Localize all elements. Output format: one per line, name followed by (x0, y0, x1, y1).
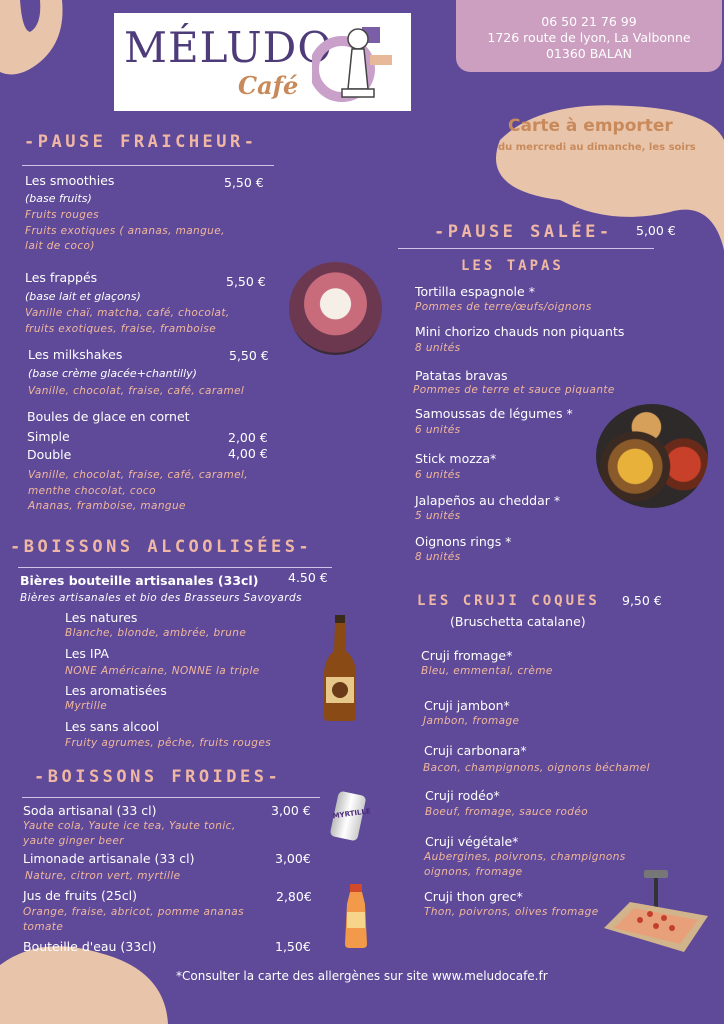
tapas-tortilla-desc: Pommes de terre/œufs/oignons (415, 301, 592, 313)
bottom-left-blob (0, 945, 170, 1024)
cruji-vegetale-desc-1: Aubergines, poivrons, champignons (424, 851, 626, 863)
cruji-carbonara-desc: Bacon, champignons, oignons béchamel (423, 762, 650, 774)
drink-soda-price: 3,00 € (271, 803, 311, 818)
tapas-samoussas-desc: 6 unités (415, 424, 461, 436)
cruji-rodeo-desc: Boeuf, fromage, sauce rodéo (425, 806, 589, 818)
contact-box (456, 0, 722, 72)
item-smoothies-desc-1: Fruits rouges (25, 209, 100, 221)
cruji-sub: (Bruschetta catalane) (450, 614, 586, 629)
drink-jus-name: Jus de fruits (25cl) (23, 888, 138, 903)
drink-limonade-name: Limonade artisanale (33 cl) (23, 851, 195, 866)
tapas-bravas-name: Patatas bravas (415, 368, 508, 383)
item-smoothies-sub: (base fruits) (25, 192, 92, 205)
drink-limonade-desc-1: Nature, citron vert, myrtille (25, 870, 181, 882)
section-title-pause-salee: -PAUSE SALÉE- (434, 222, 613, 242)
beer-natures-desc: Blanche, blonde, ambrée, brune (65, 627, 247, 639)
tapas-tortilla-name: Tortilla espagnole * (415, 284, 535, 299)
cruji-board-icon (600, 868, 712, 958)
item-glace-name: Boules de glace en cornet (27, 409, 190, 424)
divider (18, 567, 332, 568)
beer-aromatisees-desc: Myrtille (65, 700, 108, 712)
item-smoothies-desc-2: Fruits exotiques ( ananas, mangue, (25, 225, 225, 237)
tapas-bravas-desc: Pommes de terre et sauce piquante (413, 384, 615, 396)
footer-allergen-note: *Consulter la carte des allergènes sur site www.meludocafe.fr (176, 969, 548, 983)
item-milkshakes-price: 5,50 € (229, 348, 269, 363)
cruji-fromage-name: Cruji fromage* (421, 648, 513, 663)
tapas-title: LES TAPAS (461, 258, 564, 274)
beer-ipa-name: Les IPA (65, 646, 109, 661)
cruji-rodeo-name: Cruji rodéo* (425, 788, 500, 803)
beer-aromatisees-name: Les aromatisées (65, 683, 167, 698)
drink-limonade-price: 3,00€ (275, 851, 311, 866)
beer-desc: Bières artisanales et bio des Brasseurs Savoyards (20, 592, 302, 604)
tapas-samoussas-name: Samoussas de légumes * (415, 406, 573, 421)
item-frappes-desc-2: fruits exotiques, fraise, framboise (25, 323, 217, 335)
address-line-1: 1726 route de lyon, La Valbonne (487, 30, 691, 45)
beer-title: Bières bouteille artisanales (33cl) (20, 573, 259, 588)
beer-ipa-desc: NONE Américaine, NONNE la triple (65, 665, 260, 677)
drink-eau-price: 1,50€ (275, 939, 311, 954)
can-label: MYRTILLE (332, 807, 372, 821)
item-glace-desc-3: Ananas, framboise, mangue (28, 500, 186, 512)
divider (398, 248, 654, 249)
tapas-oignons-desc: 8 unités (415, 551, 461, 563)
logo-cafe: Café (238, 71, 299, 100)
drink-soda-name: Soda artisanal (33 cl) (23, 803, 157, 818)
section-title-boissons-alcoolisees: -BOISSONS ALCOOLISÉES- (10, 537, 313, 557)
item-glace-simple: Simple (27, 429, 70, 444)
item-milkshakes-desc-1: Vanille, chocolat, fraise, café, caramel (28, 385, 245, 397)
cruji-title: LES CRUJI COQUES (417, 593, 600, 609)
item-glace-simple-price: 2,00 € (228, 430, 268, 445)
tapas-chorizo-desc: 8 unités (415, 342, 461, 354)
drink-jus-desc-1: Orange, fraise, abricot, pomme ananas (23, 906, 244, 918)
soda-can-icon (330, 791, 372, 842)
item-milkshakes-name: Les milkshakes (28, 347, 123, 362)
cruji-vegetale-name: Cruji végétale* (425, 834, 519, 849)
tapas-mozza-name: Stick mozza* (415, 451, 497, 466)
beer-natures-name: Les natures (65, 610, 138, 625)
cruji-thon-desc: Thon, poivrons, olives fromage (424, 906, 599, 918)
logo-box (114, 13, 411, 111)
item-smoothies-desc-3: lait de coco) (25, 240, 95, 252)
drink-jus-price: 2,80€ (276, 889, 312, 904)
item-glace-desc-1: Vanille, chocolat, fraise, café, caramel, (28, 469, 248, 481)
tapas-mozza-desc: 6 unités (415, 469, 461, 481)
drink-eau-name: Bouteille d'eau (33cl) (23, 939, 157, 954)
cruji-jambon-desc: Jambon, fromage (423, 715, 520, 727)
item-glace-double: Double (27, 447, 72, 462)
drink-jus-desc-2: tomate (23, 921, 64, 933)
takeaway-title: Carte à emporter (508, 116, 673, 136)
cruji-carbonara-name: Cruji carbonara* (424, 743, 527, 758)
cruji-price: 9,50 € (622, 593, 662, 608)
cruji-thon-name: Cruji thon grec* (424, 889, 523, 904)
divider (22, 797, 320, 798)
beer-sans-alcool-desc: Fruity agrumes, pêche, fruits rouges (65, 737, 272, 749)
tapas-oignons-name: Oignons rings * (415, 534, 512, 549)
top-left-blob (0, 0, 70, 80)
drink-soda-desc-2: yaute ginger beer (23, 835, 124, 847)
item-frappes-desc-1: Vanille chaï, matcha, café, chocolat, (25, 307, 230, 319)
item-frappes-name: Les frappés (25, 270, 98, 285)
item-smoothies-name: Les smoothies (25, 173, 115, 188)
cruji-fromage-desc: Bleu, emmental, crème (421, 665, 553, 677)
frappe-photo (289, 262, 382, 355)
item-frappes-sub: (base lait et glaçons) (25, 290, 141, 303)
beer-bottle-icon (318, 615, 362, 721)
item-milkshakes-sub: (base crème glacée+chantilly) (28, 367, 197, 380)
beer-sans-alcool-name: Les sans alcool (65, 719, 160, 734)
item-frappes-price: 5,50 € (226, 274, 266, 289)
divider (22, 165, 274, 166)
item-glace-double-price: 4,00 € (228, 446, 268, 461)
tapas-jalapenos-desc: 5 unités (415, 510, 461, 522)
drink-soda-desc-1: Yaute cola, Yaute ice tea, Yaute tonic, (23, 820, 236, 832)
tapas-chorizo-name: Mini chorizo chauds non piquants (415, 324, 625, 339)
pause-salee-price: 5,00 € (636, 223, 676, 238)
section-title-boissons-froides: -BOISSONS FROIDES- (34, 767, 282, 787)
cruji-jambon-name: Cruji jambon* (424, 698, 510, 713)
address-line-2: 01360 BALAN (545, 46, 633, 61)
section-title-pause-fraicheur: -PAUSE FRAICHEUR- (24, 132, 258, 152)
tapas-jalapenos-name: Jalapeños au cheddar * (415, 493, 561, 508)
cruji-vegetale-desc-2: oignons, fromage (424, 866, 523, 878)
tapas-photo (596, 404, 708, 508)
phone-number: 06 50 21 76 99 (541, 14, 637, 29)
juice-bottle-icon (341, 884, 371, 948)
item-glace-desc-2: menthe chocolat, coco (28, 485, 156, 497)
takeaway-subtitle: du mercredi au dimanche, les soirs (498, 142, 696, 153)
chess-pawn-logo-icon (312, 19, 404, 107)
item-smoothies-price: 5,50 € (224, 175, 264, 190)
logo-brand: MÉLUDO (124, 23, 333, 72)
beer-price: 4.50 € (288, 570, 328, 585)
